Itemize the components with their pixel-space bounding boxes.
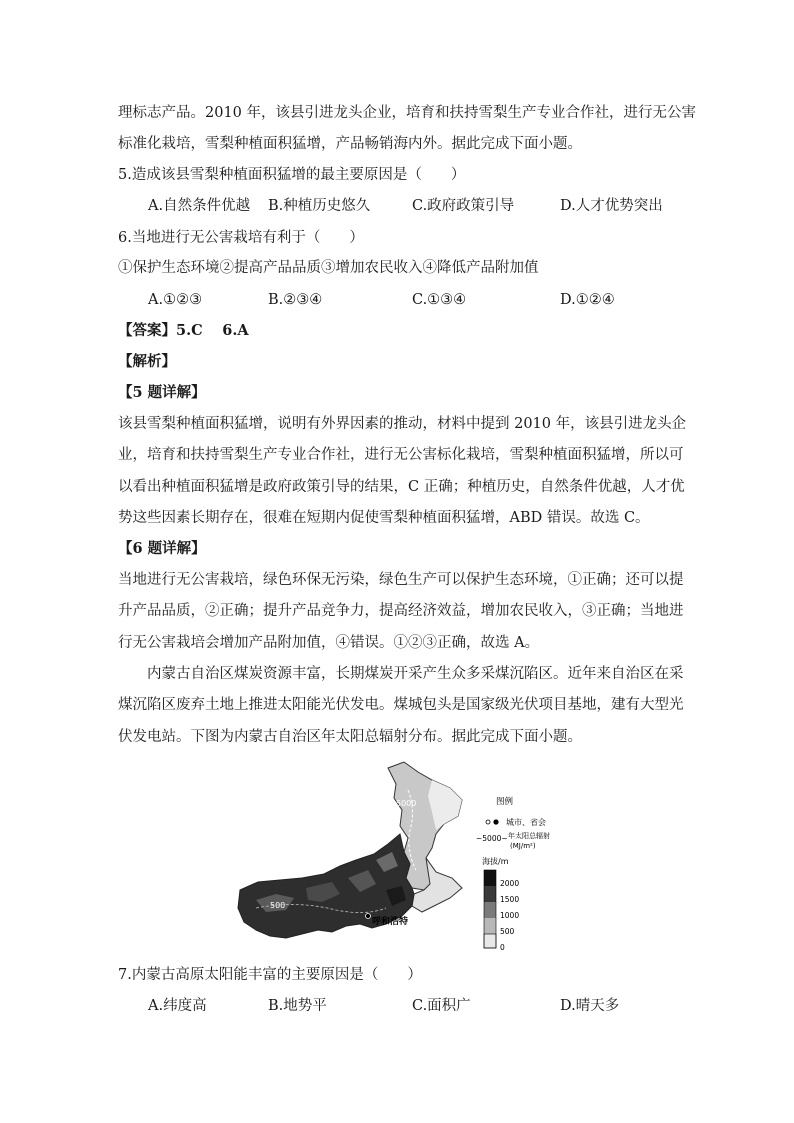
q7-option-b: B.地势平 [268, 998, 327, 1014]
elev-bar-0 [484, 934, 496, 948]
legend-isoline-label: 年太阳总辐射 [508, 832, 550, 840]
detail5-line: 以看出种植面积猛增是政府政策引导的结果，C 正确；种植历史，自然条件优越，人才优 [118, 479, 685, 495]
q7-option-d: D.晴天多 [560, 998, 620, 1014]
elev-bar-2000 [484, 870, 496, 886]
detail5-line: 该县雪梨种植面积猛增，说明有外界因素的推动，材料中提到 2010 年，该县引进龙头企 [118, 416, 687, 432]
detail6-line: 升产品品质，②正确；提升产品竞争力，提高经济效益，增加农民收入，③正确；当地进 [118, 603, 684, 619]
detail5-heading: 【5 题详解】 [118, 384, 206, 401]
q7-stem: 7.内蒙古高原太阳能丰富的主要原因是（ ） [118, 967, 422, 983]
intro-line-2: 标准化栽培，雪梨种植面积猛增，产品畅销海内外。据此完成下面小题。 [118, 136, 582, 152]
q5-stem: 5.造成该县雪梨种植面积猛增的最主要原因是（ ） [118, 167, 466, 183]
intro-line-1: 理标志产品。2010 年，该县引进龙头企业，培育和扶持雪梨生产专业合作社，进行无公害 [118, 105, 697, 121]
legend-title: 图例 [496, 797, 514, 807]
passage2-line: 煤沉陷区废弃土地上推进太阳能光伏发电。煤城包头是国家级光伏项目基地，建有大型光 [118, 697, 684, 713]
legend-capital-dot [493, 819, 498, 824]
q6-option-d: D.①②④ [560, 292, 615, 308]
detail5-line: 业，培育和扶持雪梨生产专业合作社，进行无公害标化栽培，雪梨种植面积猛增，所以可 [118, 447, 684, 463]
q6-option-c: C.①③④ [412, 292, 467, 308]
isoline-label-b: 500 [270, 901, 286, 910]
elev-tick: 500 [500, 927, 515, 936]
q6-items: ①保护生态环境②提高产品品质③增加农民收入④降低产品附加值 [118, 260, 539, 276]
inner-mongolia-solar-radiation-map [236, 760, 566, 960]
answer-line: 【答案】5.C 6.A [118, 322, 249, 339]
q5-option-c: C.政府政策引导 [412, 198, 515, 214]
city-marker [366, 914, 371, 919]
q5-option-b: B.种植历史悠久 [268, 198, 371, 214]
detail5-line: 势这些因素长期存在，很难在短期内促使雪梨种植面积猛增，ABD 错误。故选 C。 [118, 510, 650, 526]
city-label: 呼和浩特 [372, 917, 409, 927]
detail6-heading: 【6 题详解】 [118, 540, 206, 557]
elev-bar-1000 [484, 902, 496, 918]
q7-option-c: C.面积广 [412, 998, 471, 1014]
passage2-line: 伏发电站。下图为内蒙古自治区年太阳总辐射分布。据此完成下面小题。 [118, 729, 582, 745]
legend-city-label: 城市、省会 [506, 818, 546, 827]
elev-tick: 1000 [500, 911, 520, 920]
q6-option-a: A.①②③ [148, 292, 203, 308]
q5-option-d: D.人才优势突出 [560, 198, 663, 214]
legend-isoline-value: ~5000~ [476, 834, 508, 843]
legend-city-dot [486, 820, 490, 824]
detail6-line: 行无公害栽培会增加产品附加值，④错误。①②③正确，故选 A。 [118, 635, 540, 651]
legend-isoline-unit: (MJ/m²) [510, 842, 536, 850]
q6-stem: 6.当地进行无公害栽培有利于（ ） [118, 230, 364, 246]
elev-bar-1500 [484, 886, 496, 902]
elev-tick: 0 [500, 943, 505, 952]
q5-option-a: A.自然条件优越 [148, 198, 251, 214]
detail6-line: 当地进行无公害栽培，绿色环保无污染，绿色生产可以保护生态环境，①正确；还可以提 [118, 572, 684, 588]
elev-tick: 2000 [500, 879, 520, 888]
legend-elevation-title: 海拔/m [482, 857, 509, 866]
analysis-heading: 【解析】 [118, 353, 176, 370]
isoline-label-a: 5000 [396, 799, 417, 808]
passage2-line: 内蒙古自治区煤炭资源丰富，长期煤炭开采产生众多采煤沉陷区。近年来自治区在采 [118, 666, 684, 682]
elev-bar-500 [484, 918, 496, 934]
elev-tick: 1500 [500, 895, 520, 904]
q6-option-b: B.②③④ [268, 292, 323, 308]
q7-option-a: A.纬度高 [148, 998, 207, 1014]
